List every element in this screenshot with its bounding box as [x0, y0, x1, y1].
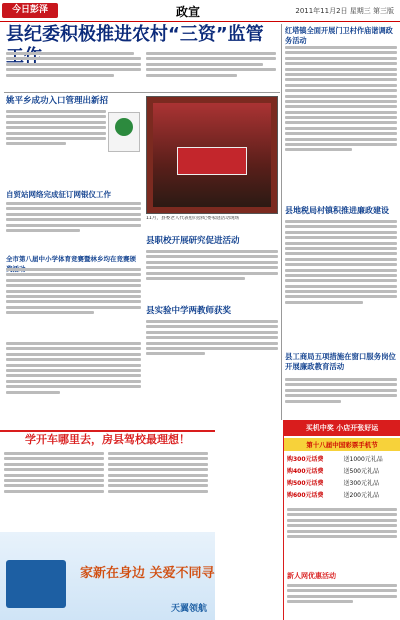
photo-caption: 11月，县委老人代表慰问县纪委家庭活动现场	[146, 216, 240, 221]
article-body	[6, 268, 141, 338]
article-title: 县地税局村镇积推进廉政建设	[285, 206, 389, 215]
article-body	[285, 220, 397, 350]
article-body	[285, 46, 397, 196]
column-divider	[281, 24, 282, 420]
date-line: 2011年11月2日 星期三 第三版	[295, 7, 394, 15]
ad-title: 学开车哪里去，房县驾校最理想！	[25, 433, 190, 446]
prize-item: 送500元礼品	[343, 468, 379, 475]
divider	[4, 92, 280, 93]
driving-school-ad	[0, 430, 215, 620]
article-title: 县工商局五项措施在窗口服务岗位开展廉政教育活动	[285, 352, 396, 371]
lottery-ad	[283, 420, 400, 620]
prize-item: 送1000元礼品	[343, 456, 383, 463]
article-title: 县职校开展研究促进活动	[146, 236, 240, 246]
article-body	[285, 378, 397, 418]
telecom-banner	[0, 532, 215, 620]
article-body	[146, 250, 278, 298]
article-body-2	[146, 52, 276, 90]
phone-image	[6, 560, 66, 608]
buy-item: 购300元话费	[287, 456, 324, 463]
ad-footer: 新人网优惠活动	[287, 572, 336, 580]
section-title: 政宣	[176, 5, 201, 19]
article-body	[6, 202, 141, 250]
article-title: 全市第八届中小学体育竞赛暨林乡均在竞赛颁	[6, 255, 136, 263]
article-body	[146, 320, 278, 380]
article-body	[6, 110, 106, 165]
brand-logo: 天翼领航	[170, 604, 207, 614]
buy-item: 购400元话费	[287, 468, 324, 475]
buy-item: 购600元话费	[287, 492, 324, 499]
ad-prize-title: 第十八届中国彩票手机节	[284, 438, 400, 451]
logo-emblem	[108, 112, 140, 152]
article-body-1	[6, 52, 141, 90]
article-title: 红塔镇全面开展门卫村作庙谐调政务活动	[285, 26, 393, 45]
article-title: 姚平乡成功入口管理出新招	[6, 96, 109, 106]
article-body	[6, 342, 141, 422]
prize-item: 送200元礼品	[343, 492, 379, 499]
buy-item: 购500元话费	[287, 480, 324, 487]
article-title: 自贸站网络完成征订网银仪工作	[6, 190, 111, 199]
page-header	[0, 0, 400, 22]
news-photo	[146, 96, 278, 214]
main-headline: 县纪委积极推进农村“三资”监管	[6, 24, 264, 45]
article-title: 县实验中学两教师获奖	[146, 306, 232, 316]
newspaper-logo: 今日彭泽	[2, 3, 58, 18]
prize-item: 送300元礼品	[343, 480, 379, 487]
ad-header: 买机中奖 小店开张好运	[284, 420, 400, 436]
ad-tagline: 家新在身边 关爱不同寻	[80, 566, 215, 581]
